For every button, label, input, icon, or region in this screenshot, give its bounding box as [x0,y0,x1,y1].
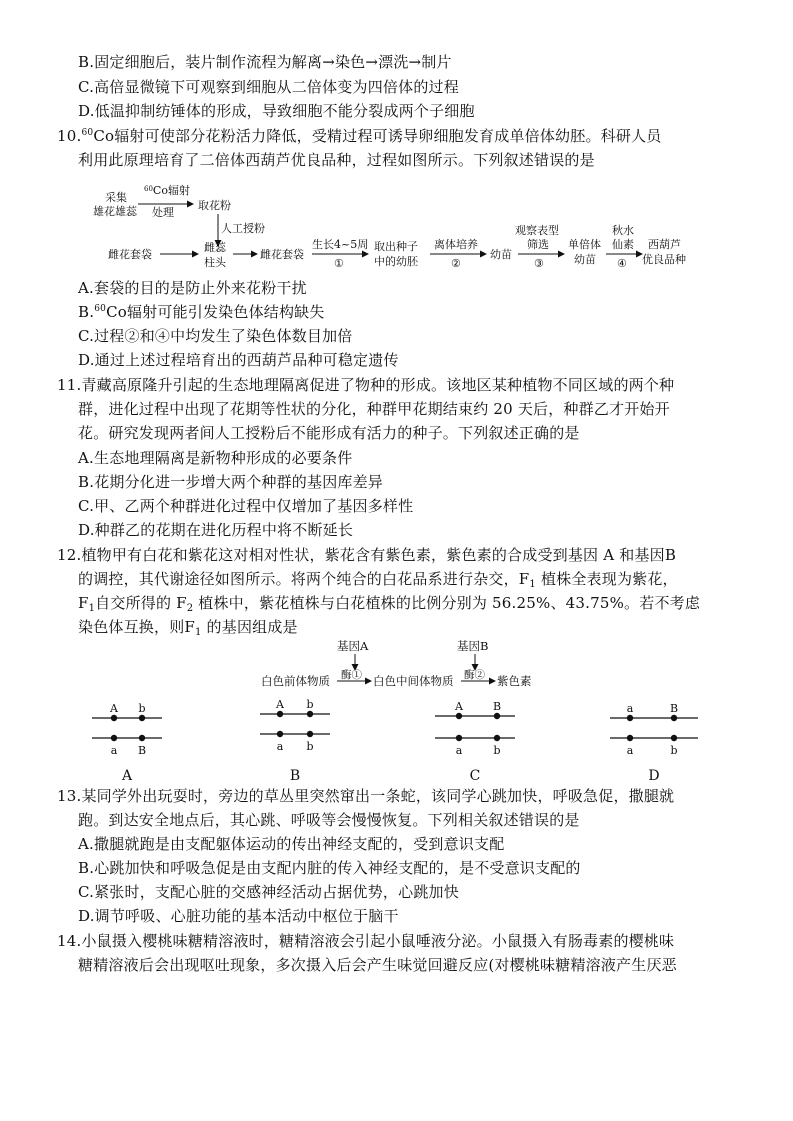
flow-process: 处理 [152,206,174,219]
pathway-enzyme-1: 酶① [341,669,362,681]
q10-option-a: A.套袋的目的是防止外来花粉干扰 [78,279,307,297]
allele-label: b [493,744,501,757]
chromosome-choice-c [435,700,515,784]
q12-stem-line2: 的调控，其代谢途径如图所示。将两个纯合的白花品系进行杂交，$F_1$ 植株全表现为紫花， [78,570,678,590]
gene-locus-dot [139,735,145,741]
flow-extract-2: 中的幼胚 [374,255,418,268]
allele-label: B [137,744,147,757]
q10-option-b: B.$^{60}$Co辐射可能引发染色体结构缺失 [78,303,325,321]
gene-locus-dot [627,715,633,721]
q13-option-c: C.紧张时，支配心脏的交感神经活动占据优势，心跳加快 [78,883,459,901]
allele-label: a [626,744,634,757]
flow-result-2: 优良品种 [642,253,686,266]
q11-stem-line1: 11.青藏高原隆升引起的生态地理隔离促进了物种的形成。该地区某种植物不同区域的两个种 [57,376,675,394]
flow-take-pollen: 取花粉 [198,199,231,212]
gene-locus-dot [494,735,500,741]
chromosome-choice-a [92,702,162,784]
gene-locus-dot [456,713,462,719]
allele-label: A [455,700,463,713]
q13-option-a: A.撒腿就跑是由支配躯体运动的传出神经支配的，受到意识支配 [78,835,505,853]
pathway-enzyme-2: 酶② [464,669,485,681]
q12-metabolic-pathway [255,638,575,692]
q13-stem-line1: 13.某同学外出玩耍时，旁边的草丛里突然窜出一条蛇，该同学心跳加快，呼吸急促，撒腿就 [57,787,675,805]
pathway-gene-b: 基因B [457,639,489,653]
chromosome-choice-b [260,698,330,784]
choice-label: B [289,768,301,784]
gene-locus-dot [456,735,462,741]
q11-stem-line3: 花。研究发现两者间人工授粉后不能形成有活力的种子。下列叙述正确的是 [78,424,580,442]
gene-locus-dot [139,715,145,721]
q13-option-d: D.调节呼吸、心脏功能的基本活动中枢位于脑干 [78,907,399,925]
flow-collect-2: 雄花雄蕊 [93,205,137,218]
choice-label: D [648,768,660,784]
q11-option-d: D.种群乙的花期在进化历程中将不断延长 [78,521,354,539]
flow-colch-1: 秋水 [612,224,634,237]
flow-stigma-2: 柱头 [204,256,226,269]
allele-label: A [110,702,118,715]
gene-locus-dot [277,731,283,737]
gene-locus-dot [671,715,677,721]
q9-option-b: B.固定细胞后，装片制作流程为解离→染色→漂洗→制片 [78,53,452,71]
gene-locus-dot [627,735,633,741]
gene-locus-dot [111,715,117,721]
q10-option-c: C.过程②和④中均发生了染色体数目加倍 [78,327,353,345]
flow-colch-2: 仙素 [612,238,634,251]
flow-step-1: ① [334,257,344,270]
q10-stem-line1: 10.60Co辐射可使部分花粉活力降低，受精过程可诱导卵细胞发育成单倍体幼胚。科研人员 [57,127,662,145]
q13-stem-line2: 跑。到达安全地点后，其心跳、呼吸等会慢慢恢复。下列相关叙述错误的是 [78,811,580,829]
flow-step-2: ② [451,257,461,270]
allele-label: b [306,740,314,753]
q12-stem-line3: $F_1$自交所得的 $F_2$ 植株中，紫花植株与白花植株的比例分别为 56.25%、43.75%。若不考虑 [78,594,701,614]
gene-locus-dot [277,711,283,717]
q12-stem-line1: 12.植物甲有白花和紫花这对相对性状，紫花含有紫色素，紫色素的合成受到基因 A 和基因B [57,546,677,564]
allele-label: b [670,744,678,757]
flow-bag-1: 雌花套袋 [108,248,152,261]
flow-extract-1: 取出种子 [374,240,418,253]
pathway-white-precursor: 白色前体物质 [261,674,330,688]
pathway-purple-pigment: 紫色素 [497,674,532,688]
allele-label: A [276,698,284,711]
chromosome-choice-d [610,702,698,784]
flow-bag-2: 雌花套袋 [260,248,304,261]
allele-label: B [669,702,679,715]
allele-label: a [110,744,118,757]
q12-stem-line4: 染色体互换，则$F_1$ 的基因组成是 [78,618,298,638]
flow-step-3: ③ [534,257,544,270]
q14-stem-line2: 糖精溶液后会出现呕吐现象，多次摄入后会产生味觉回避反应(对樱桃味糖精溶液产生厌恶 [78,956,677,974]
q11-option-c: C.甲、乙两个种群进化过程中仅增加了基因多样性 [78,497,414,515]
flow-screen: 筛选 [527,238,549,251]
gene-locus-dot [111,735,117,741]
q9-option-d: D.低温抑制纺锤体的形成，导致细胞不能分裂成两个子细胞 [78,102,475,120]
flow-stigma-1: 雌蕊 [204,241,226,254]
flow-pollinate: 人工授粉 [221,222,265,235]
flow-observe: 观察表型 [515,224,559,237]
gene-locus-dot [671,735,677,741]
allele-label: B [492,700,502,713]
pathway-white-intermediate: 白色中间体物质 [373,674,454,688]
pathway-gene-a: 基因A [337,639,369,653]
flow-culture: 离体培养 [434,238,478,251]
allele-label: a [455,744,463,757]
q14-stem-line1: 14.小鼠摄入樱桃味糖精溶液时，糖精溶液会引起小鼠唾液分泌。小鼠摄入有肠毒素的樱桃味 [57,932,675,950]
gene-locus-dot [307,711,313,717]
flow-result-1: 西葫芦 [648,238,681,251]
flow-haploid-2: 幼苗 [574,253,596,266]
allele-label: a [626,702,634,715]
flow-radiation: $^{60}$Co辐射 [144,184,190,197]
q10-breeding-flowchart [90,176,730,272]
choice-label: C [469,768,481,784]
q9-option-c: C.高倍显微镜下可观察到细胞从二倍体变为四倍体的过程 [78,78,459,96]
q10-option-d: D.通过上述过程培育出的西葫芦品种可稳定遗传 [78,351,399,369]
q10-stem-line2: 利用此原理培育了二倍体西葫芦优良品种，过程如图所示。下列叙述错误的是 [78,151,595,169]
choice-label: A [121,768,133,784]
flow-grow: 生长4~5周 [312,238,369,251]
q13-option-b: B.心跳加快和呼吸急促是由支配内脏的传入神经支配的，是不受意识支配的 [78,859,581,877]
flow-seedling: 幼苗 [490,248,512,261]
flow-collect-1: 采集 [105,191,127,204]
q11-stem-line2: 群，进化过程中出现了花期等性状的分化，种群甲花期结束约 20 天后，种群乙才开始开 [78,400,670,418]
flow-step-4: ④ [617,257,627,270]
gene-locus-dot [307,731,313,737]
gene-locus-dot [494,713,500,719]
q11-option-a: A.生态地理隔离是新物种形成的必要条件 [78,449,353,467]
q11-option-b: B.花期分化进一步增大两个种群的基因库差异 [78,473,383,491]
allele-label: b [306,698,314,711]
q12-chromosome-choices [80,692,740,784]
allele-label: a [276,740,284,753]
flow-haploid-1: 单倍体 [568,238,601,251]
allele-label: b [138,702,146,715]
